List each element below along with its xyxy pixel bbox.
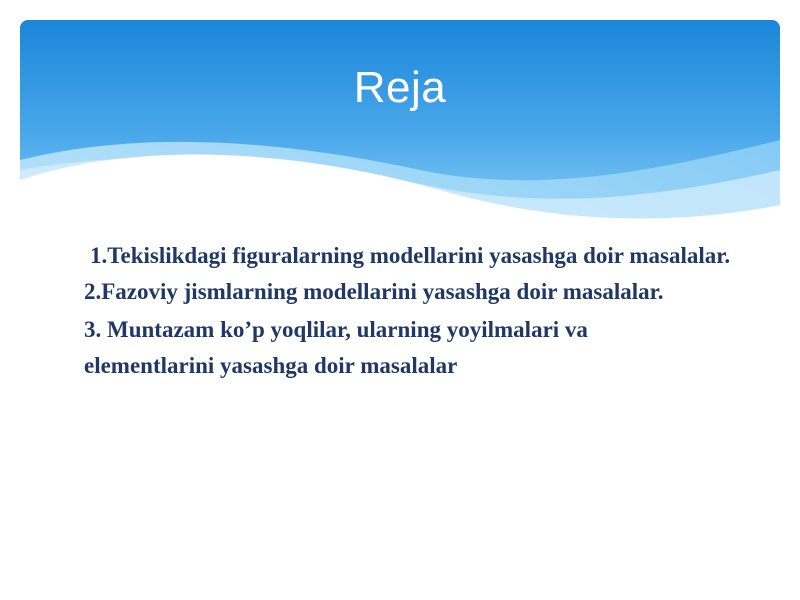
list-item-1: 1.Tekislikdagi figuralarning modellarini yasashga doir masalalar. (90, 243, 731, 268)
list-item-3-continued: elementlarini yasashga doir masalalar (84, 353, 458, 378)
slide-title: Reja (353, 63, 447, 112)
header-banner (20, 20, 780, 230)
list-item-3: 3. Muntazam ko’p yoqlilar, ularning yoyilmalari va (84, 317, 588, 342)
list-item-2: 2.Fazoviy jismlarning modellarini yasashga doir masalalar. (84, 279, 664, 304)
slide-body (84, 240, 734, 384)
wave-background (20, 20, 780, 230)
